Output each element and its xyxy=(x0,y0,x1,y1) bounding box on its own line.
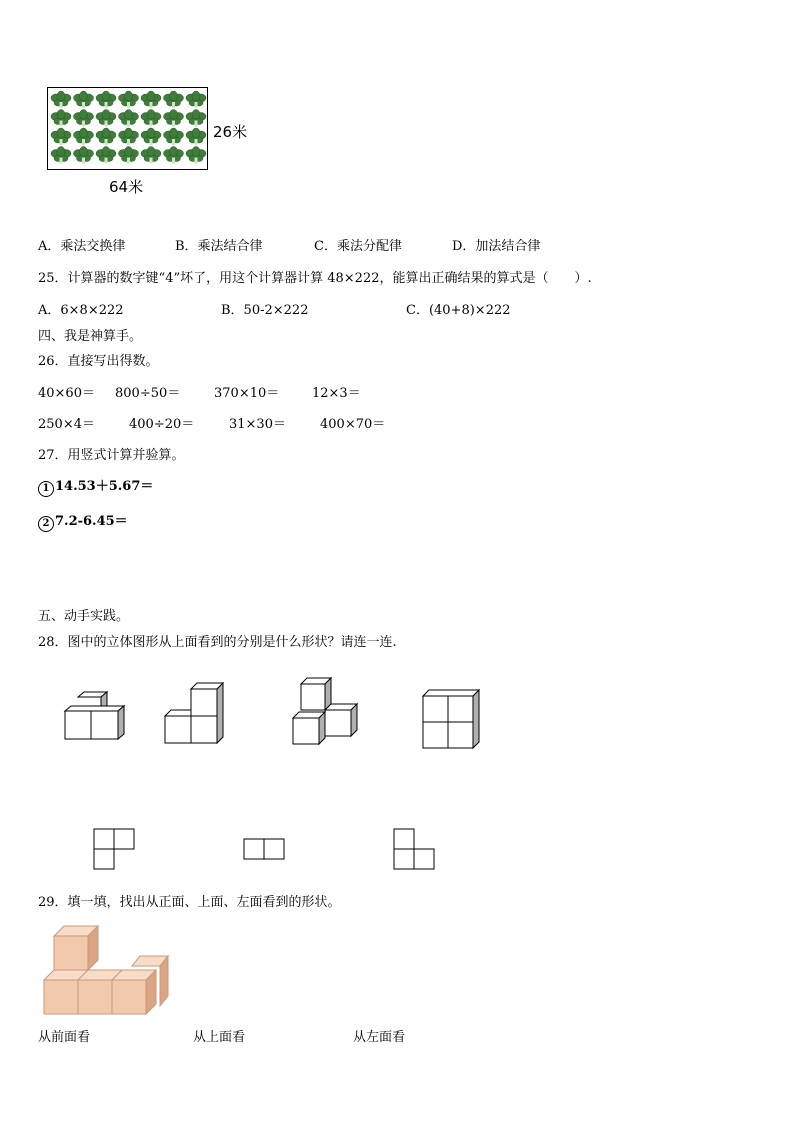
q25-option-a[interactable]: A．6×8×222 xyxy=(38,303,124,318)
solid-figure-3 xyxy=(290,676,362,746)
q25-option-b[interactable]: B．50-2×222 xyxy=(221,303,309,318)
q25-question: 25．计算器的数字键“4”坏了，用这个计算器计算 48×222，能算出正确结果的算式是（ ）. xyxy=(38,271,592,286)
circled-number-2: 2 xyxy=(38,516,54,532)
view-label-left: 从左面看 xyxy=(353,1030,406,1045)
section-4-title: 四、我是神算手。 xyxy=(38,329,143,344)
peach-cube-figure xyxy=(42,922,172,1016)
view-label-top: 从上面看 xyxy=(193,1030,246,1045)
q26-question: 26．直接写出得数。 xyxy=(38,354,159,369)
q24-option-c[interactable]: C．乘法分配律 xyxy=(314,239,402,254)
q26-item: 40×60＝ xyxy=(38,386,95,401)
solid-figure-4 xyxy=(418,688,484,750)
field-width-label: 26米 xyxy=(213,123,248,141)
q27-item-2: 2 7.2-6.45＝ xyxy=(38,514,128,532)
q25-option-c[interactable]: C．(40+8)×222 xyxy=(406,303,511,318)
view-label-front: 从前面看 xyxy=(38,1030,91,1045)
q26-item: 370×10＝ xyxy=(214,386,280,401)
q26-item: 400÷20＝ xyxy=(129,417,195,432)
q24-option-d[interactable]: D．加法结合律 xyxy=(452,239,541,254)
q26-item: 400×70＝ xyxy=(320,417,386,432)
vegetable-field-figure xyxy=(47,87,209,170)
solid-figure-2 xyxy=(160,683,230,745)
q26-item: 800÷50＝ xyxy=(115,386,181,401)
q26-item: 250×4＝ xyxy=(38,417,95,432)
top-view-shape-2 xyxy=(243,838,287,862)
q29-question: 29．填一填，找出从正面、上面、左面看到的形状。 xyxy=(38,895,341,910)
top-view-shape-3 xyxy=(393,828,437,872)
solid-figure-1 xyxy=(60,692,130,744)
section-5-title: 五、动手实践。 xyxy=(38,609,130,624)
circled-number-1: 1 xyxy=(38,481,54,497)
q27-question: 27．用竖式计算并验算。 xyxy=(38,448,185,463)
q26-item: 12×3＝ xyxy=(312,386,361,401)
q27-item-1: 1 14.53＋5.67＝ xyxy=(38,479,153,497)
q24-option-a[interactable]: A．乘法交换律 xyxy=(38,239,126,254)
q24-option-b[interactable]: B．乘法结合律 xyxy=(175,239,263,254)
field-length-label: 64米 xyxy=(109,178,144,196)
q28-question: 28．图中的立体图形从上面看到的分别是什么形状？请连一连. xyxy=(38,635,397,650)
q26-item: 31×30＝ xyxy=(229,417,286,432)
top-view-shape-1 xyxy=(93,828,137,872)
